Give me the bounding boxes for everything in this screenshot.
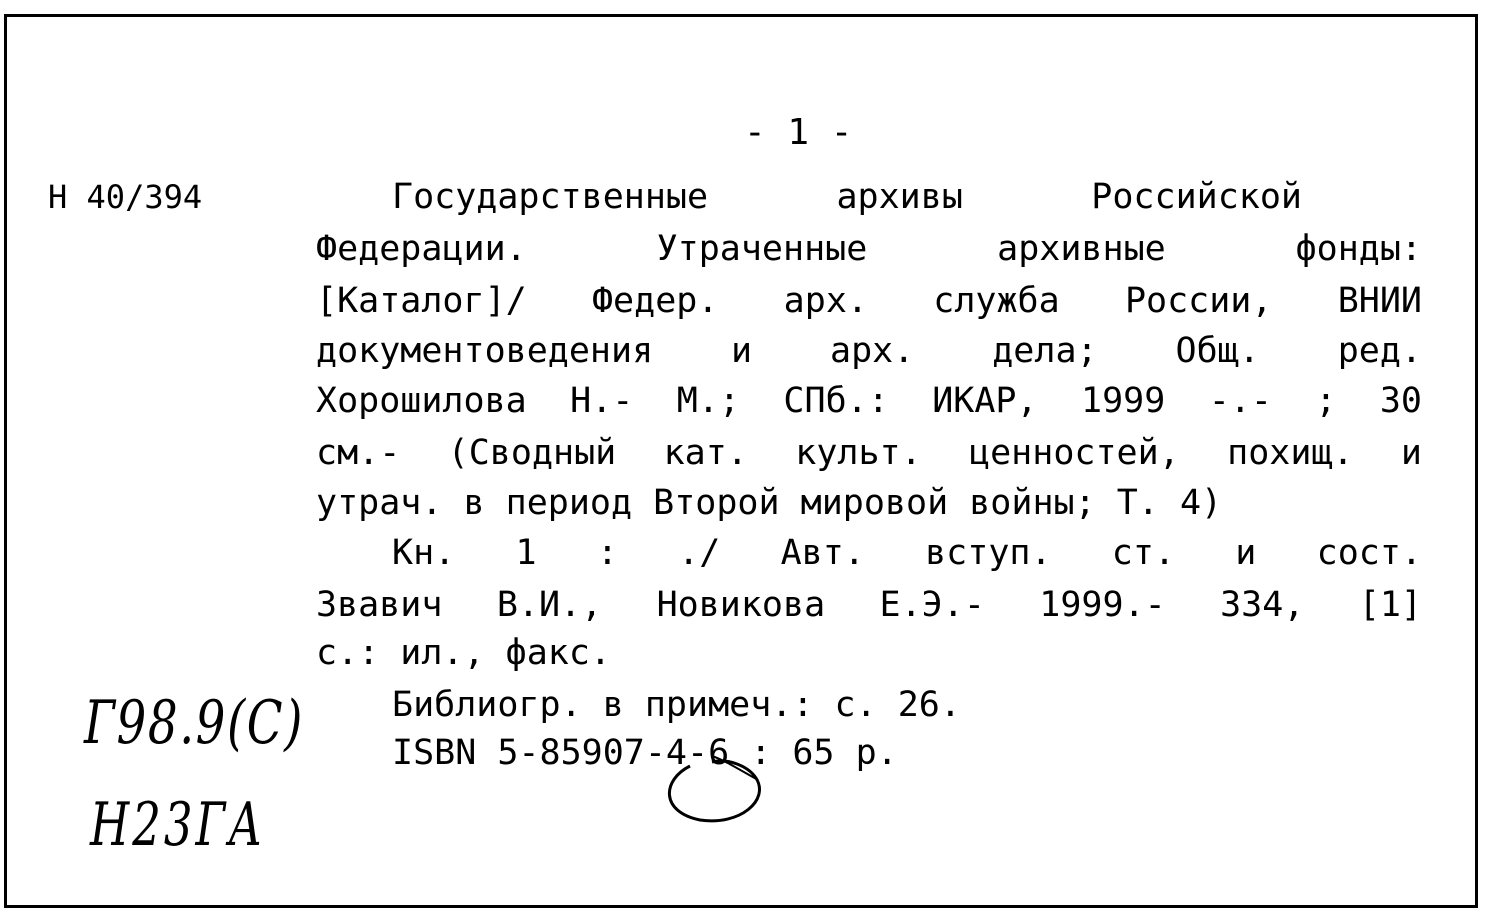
- entry-line: см.- (Сводный кат. культ. ценностей, похищ. и: [316, 433, 1422, 473]
- entry-line: с.: ил., факс.: [316, 633, 612, 673]
- handwritten-code: Н23ГА: [90, 790, 266, 860]
- bibliography-note: Библиогр. в примеч.: с. 26.: [392, 685, 961, 725]
- entry-line: Федерации. Утраченные архивные фонды:: [316, 229, 1422, 269]
- isbn-price: ISBN 5-85907-4-6 : 65 р.: [392, 733, 898, 773]
- shelf-mark: Н 40/394: [48, 178, 203, 216]
- entry-line: Государственные архивы Российской: [392, 177, 1302, 217]
- entry-line: Хорошилова Н.- М.; СПб.: ИКАР, 1999 -.- ; 30: [316, 381, 1422, 421]
- entry-line: [Каталог]/ Федер. арх. служба России, ВНИИ: [316, 281, 1422, 321]
- entry-line: утрач. в период Второй мировой войны; Т. 4): [316, 483, 1223, 523]
- handwritten-classification: Г98.9(С): [84, 688, 304, 758]
- volume-line: Кн. 1 : ./ Авт. вступ. ст. и сост.: [392, 533, 1422, 573]
- entry-line: документоведения и арх. дела; Общ. ред.: [316, 331, 1422, 371]
- page-number: - 1 -: [744, 112, 853, 153]
- entry-line: Звавич В.И., Новикова Е.Э.- 1999.- 334, [1]: [316, 585, 1422, 625]
